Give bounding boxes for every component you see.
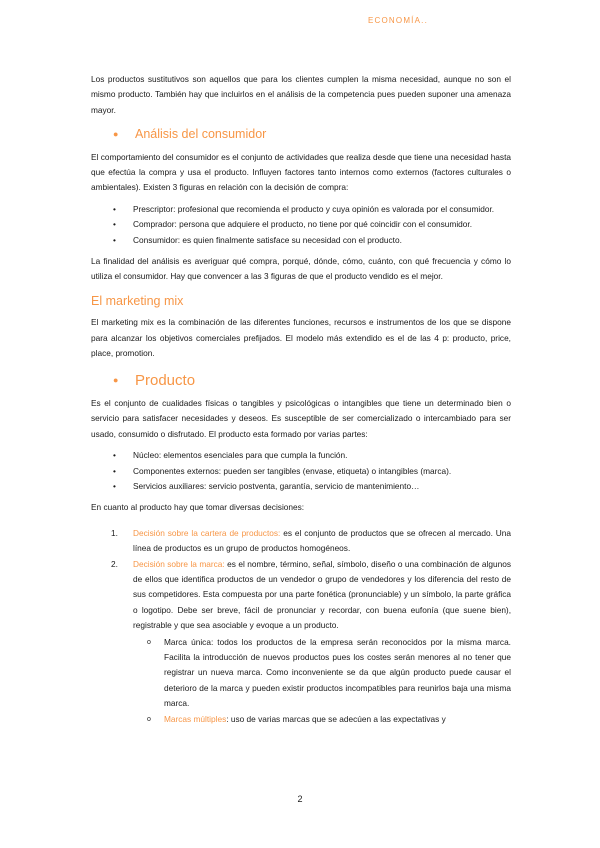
list-item: o Marca única: todos los productos de la empresa serán reconocidos por la misma marca. Facilita la introducción de nuevos productos pues los costes serán menores al no tener que registrar un nueva marca. Como inconveniente se da que algún producto puede causar el deterioro de la marca y pueden existir productos incompatibles para reunirlos baja una misma marca.	[147, 636, 511, 709]
list-item: 1. Decisión sobre la cartera de productos: es el conjunto de productos que se ofrecen al mercado. Una línea de productos es un grupo de productos homogéneos.	[111, 527, 512, 554]
list-item: • Consumidor: es quien finalmente satisface su necesidad con el producto.	[91, 233, 511, 248]
bullet-icon: •	[113, 203, 116, 214]
bullet-icon: •	[113, 234, 116, 245]
bullet-icon: •	[113, 450, 116, 461]
brand-types-list	[91, 635, 511, 727]
decisions-list	[91, 526, 511, 634]
bullet-icon: ●	[113, 129, 119, 140]
list-item: • Servicios auxiliares: servicio postventa, garantía, servicio de mantenimiento…	[91, 479, 511, 494]
consumer-heading	[113, 127, 511, 142]
producto-heading-text: Producto	[135, 371, 196, 389]
list-item: • Comprador: persona que adquiere el producto, no tiene por qué coincidir con el consumidor.	[91, 217, 511, 232]
list-item: • Prescriptor: profesional que recomienda el producto y cuya opinión es valorada por el consumidor.	[91, 202, 511, 217]
circle-bullet-icon: o	[147, 638, 151, 646]
consumer-heading-text: Análisis del consumidor	[135, 127, 267, 142]
page-content	[91, 72, 511, 727]
bullet-icon: •	[113, 465, 116, 476]
list-item: o Marcas múltiples: uso de varias marcas que se adecúen a las expectativas y	[134, 712, 511, 727]
product-parts-list	[91, 448, 511, 494]
list-item: 2. Decisión sobre la marca: es el nombre, término, señal, símbolo, diseño o una combinación de algunos de ellos que identifica productos de un vendedor o grupo de vendedores y los diferencia del resto de sus competidores. Esta compuesta por una parte fonética (pronunciable) y un símbolo, la parte gráfica o logotipo. Debe ser breve, fácil de pronunciar y recordar, con buena eufonía (que suene bien), registrable y que sea asociable y evoque a un producto.	[111, 558, 511, 631]
circle-bullet-icon: o	[147, 715, 151, 723]
producto-paragraph: Es el conjunto de cualidades físicas o tangibles y psicológicas o intangibles que tiene un determinado bien o servicio para satisfacer necesidades y deseos. Es susceptible de ser comercializado o intercambiado para ser usado, consumido o disfrutado. El producto esta formado por varias partes:	[91, 397, 511, 439]
page-number: 2	[297, 794, 303, 804]
consumer-paragraph: El comportamiento del consumidor es el conjunto de actividades que realiza desde que tiene una necesidad hasta que efectúa la compra y usa el producto. Influyen factores tanto internos como externos (factores culturales o ambientales). Existen 3 figuras en relación con la decisión de compra:	[91, 151, 511, 193]
purchase-figures-list	[91, 202, 511, 248]
decision-label: Decisión sobre la cartera de productos:	[133, 527, 281, 538]
bullet-icon: •	[113, 219, 116, 230]
marketing-mix-heading: El marketing mix	[91, 293, 184, 308]
bullet-icon: •	[113, 480, 116, 491]
list-item: • Componentes externos: pueden ser tangibles (envase, etiqueta) o intangibles (marca).	[91, 464, 511, 479]
brand-type-label: Marcas múltiples	[164, 713, 227, 724]
running-header: ECONOMÍA..	[367, 16, 428, 25]
bullet-icon: ●	[113, 374, 119, 385]
decision-label: Decisión sobre la marca:	[133, 558, 225, 569]
consumer-closing: La finalidad del análisis es averiguar qué compra, porqué, dónde, cómo, cuánto, con qué frecuencia y cómo lo utiliza el consumidor. Hay que convencer a las 3 figuras de que el producto vendido es el mejor.	[91, 256, 511, 282]
list-item: • Núcleo: elementos esenciales para que cumpla la función.	[91, 448, 511, 463]
marketing-mix-paragraph: El marketing mix es la combinación de las diferentes funciones, recursos e instrumentos de los que se dispone para alcanzar los objetivos comerciales prefijados. El modelo más extendido es el de las 4 p: producto, price, place, promotion.	[91, 317, 511, 359]
decisions-intro: En cuanto al producto hay que tomar diversas decisiones:	[91, 502, 305, 513]
intro-paragraph: Los productos sustitutivos son aquellos que para los clientes cumplen la misma necesidad, aunque no son el mismo producto. También hay que incluirlos en el análisis de la competencia pues pueden suponer una amenaza mayor.	[91, 74, 511, 115]
producto-heading	[113, 373, 511, 388]
